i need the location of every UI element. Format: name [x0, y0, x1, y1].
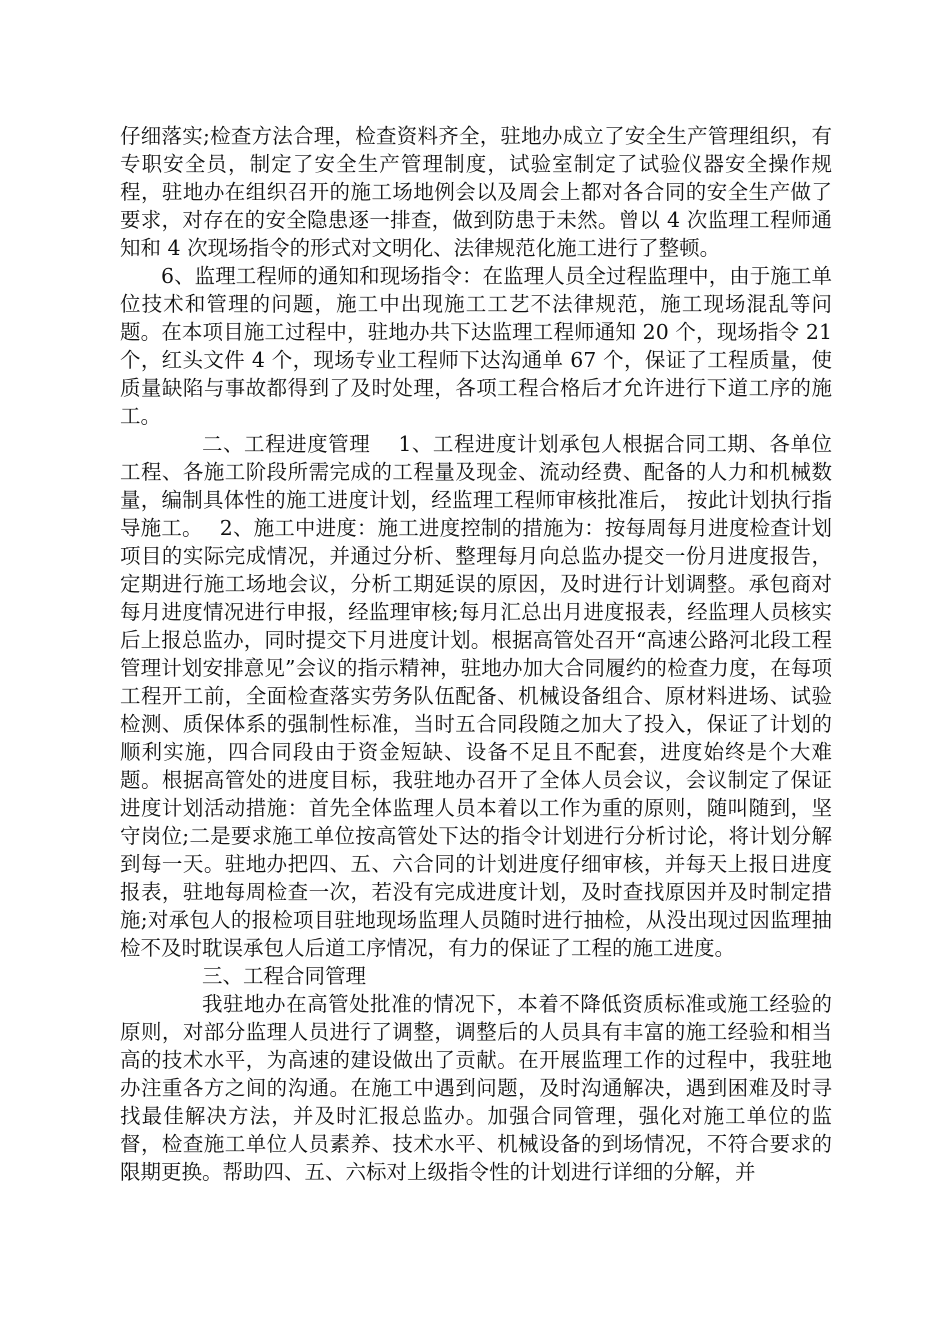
section-heading-contract-management: 三、工程合同管理 [202, 964, 366, 988]
paragraph-engineer-notices: 6、监理工程师的通知和现场指令：在监理人员全过程监理中，由于施工单位技术和管理的问题，施工中出现施工工艺不法律规范，施工现场混乱等问题。在本项目施工过程中，驻地办共下达监理工程师通知 20 个，现场指令 21 个，红头文件 4 个，现场专业工程师下达沟通单 67 个，保证了工程质量，使质量缺陷与事故都得到了及时处理，各项工程合格后才允许进行下道工序的施工。 [120, 264, 832, 428]
paragraph-safety-continued: 仔细落实;检查方法合理，检查资料齐全，驻地办成立了安全生产管理组织，有专职安全员，制定了安全生产管理制度，试验室制定了试验仪器安全操作规程，驻地办在组织召开的施工场地例会以及周会上都对各合同的安全生产做了要求，对存在的安全隐患逐一排查，做到防患于未然。曾以 4 次监理工程师通知和 4 次现场指令的形式对文明化、法律规范化施工进行了整顿。 [120, 124, 832, 260]
paragraph-contract-management: 我驻地办在高管处批准的情况下，本着不降低资质标准或施工经验的原则，对部分监理人员进行了调整，调整后的人员具有丰富的施工经验和相当高的技术水平，为高速的建设做出了贡献。在开展监理工作的过程中，我驻地办注重各方之间的沟通。在施工中遇到问题，及时沟通解决，遇到困难及时寻找最佳解决方法，并及时汇报总监办。加强合同管理，强化对施工单位的监督，检查施工单位人员素养、技术水平、机械设备的到场情况，不符合要求的限期更换。帮助四、五、六标对上级指令性的计划进行详细的分解，并 [120, 992, 832, 1184]
document-body [120, 122, 832, 1186]
paragraph-progress-management: 二、工程进度管理 1、工程进度计划承包人根据合同工期、各单位工程、各施工阶段所需完成的工程量及现金、流动经费、配备的人力和机械数量，编制具体性的施工进度计划，经监理工程师审核批准后， 按此计划执行指导施工。 2、施工中进度：施工进度控制的措施为：按每周每月进度检查计划项目的实际完成情况，并通过分析、整理每月向总监办提交一份月进度报告，定期进行施工场地会议，分析工期延误的原因，及时进行计划调整。承包商对每月进度情况进行申报，经监理审核;每月汇总出月进度报表，经监理人员核实后上报总监办，同时提交下月进度计划。根据高管处召开“高速公路河北段工程管理计划安排意见”会议的指示精神，驻地办加大合同履约的检查力度，在每项工程开工前，全面检查落实劳务队伍配备、机械设备组合、原材料进场、试验检测、质保体系的强制性标准，当时五合同段随之加大了投入，保证了计划的顺利实施，四合同段由于资金短缺、设备不足且不配套，进度始终是个大难题。根据高管处的进度目标，我驻地办召开了全体人员会议，会议制定了保证进度计划活动措施：首先全体监理人员本着以工作为重的原则，随叫随到，坚守岗位;二是要求施工单位按高管处下达的指令计划进行分析讨论，将计划分解到每一天。驻地办把四、五、六合同的计划进度仔细审核，并每天上报日进度报表，驻地每周检查一次，若没有完成进度计划，及时查找原因并及时制定措施;对承包人的报检项目驻地现场监理人员随时进行抽检，从没出现过因监理抽检不及时耽误承包人后道工序情况，有力的保证了工程的施工进度。 [120, 432, 832, 960]
